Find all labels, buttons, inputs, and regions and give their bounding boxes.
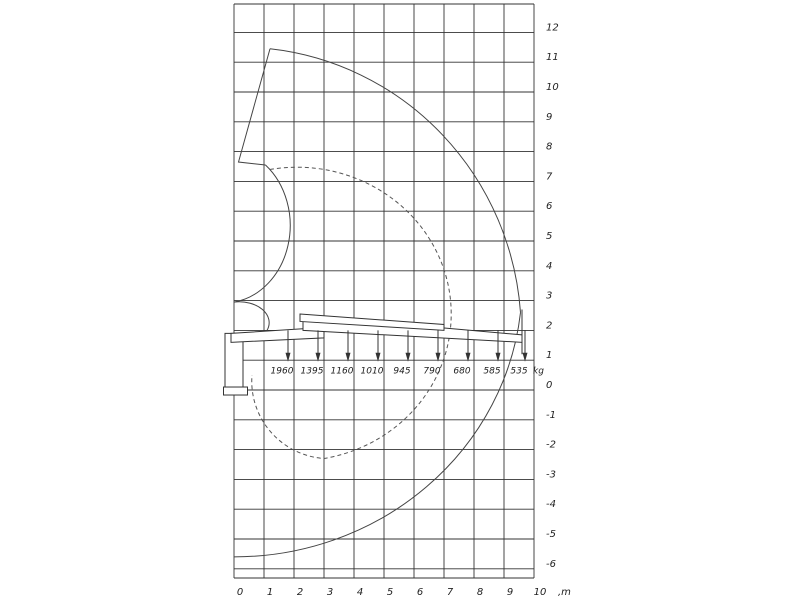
load-value-label: 1960 <box>270 366 294 377</box>
y-tick-label: 5 <box>546 231 553 242</box>
y-tick-label: 0 <box>546 380 553 391</box>
x-tick-label: 1 <box>266 587 274 598</box>
y-tick-label: -1 <box>546 409 556 421</box>
crane-outline <box>224 310 523 395</box>
y-tick-label: -4 <box>546 499 556 511</box>
x-tick-label: 6 <box>416 587 424 598</box>
load-value-label: 790 <box>423 366 441 377</box>
outer-reach-arc-lower <box>234 313 521 557</box>
grid <box>234 4 534 578</box>
x-tick-label: 8 <box>476 587 484 598</box>
y-tick-label: -3 <box>546 469 556 481</box>
load-value-label: 945 <box>393 366 411 377</box>
y-tick-label: -5 <box>546 529 556 540</box>
load-value-label: 1160 <box>330 366 354 377</box>
y-tick-label: 10 <box>546 82 559 93</box>
y-tick-label: 9 <box>546 111 553 123</box>
y-tick-label: 7 <box>546 171 553 183</box>
load-value-label: 1010 <box>360 366 384 377</box>
x-tick-label: 5 <box>386 587 394 598</box>
y-tick-label: 6 <box>546 201 553 213</box>
load-value-label: 680 <box>453 366 471 377</box>
y-tick-label: 8 <box>546 141 553 153</box>
y-tick-label: 4 <box>546 260 553 272</box>
reach-envelope <box>234 49 521 557</box>
y-tick-label: -2 <box>546 439 556 451</box>
x-tick-label: 7 <box>446 587 454 598</box>
outer-reach-arc <box>270 49 521 313</box>
axis-labels <box>237 22 571 598</box>
x-axis-unit: ,m <box>558 587 571 598</box>
inner-reach-arc <box>234 165 290 302</box>
x-tick-label: 4 <box>356 587 364 598</box>
y-tick-label: 11 <box>546 52 559 64</box>
x-tick-label: 3 <box>326 587 334 598</box>
load-unit: kg <box>533 366 544 377</box>
crane-base <box>224 387 248 395</box>
x-tick-label: 0 <box>236 587 244 598</box>
upper-boundary <box>239 49 271 165</box>
load-value-label: 585 <box>483 366 501 377</box>
y-tick-label: 3 <box>546 290 553 302</box>
load-value-label: 1395 <box>300 366 324 377</box>
y-tick-label: -6 <box>546 558 556 570</box>
load-value-label: 535 <box>510 366 528 377</box>
x-tick-label: 9 <box>506 587 514 598</box>
y-tick-label: 2 <box>546 320 553 332</box>
x-tick-label: 10 <box>533 587 547 598</box>
y-tick-label: 1 <box>546 350 553 362</box>
y-tick-label: 12 <box>546 22 559 34</box>
x-tick-label: 2 <box>296 587 304 598</box>
